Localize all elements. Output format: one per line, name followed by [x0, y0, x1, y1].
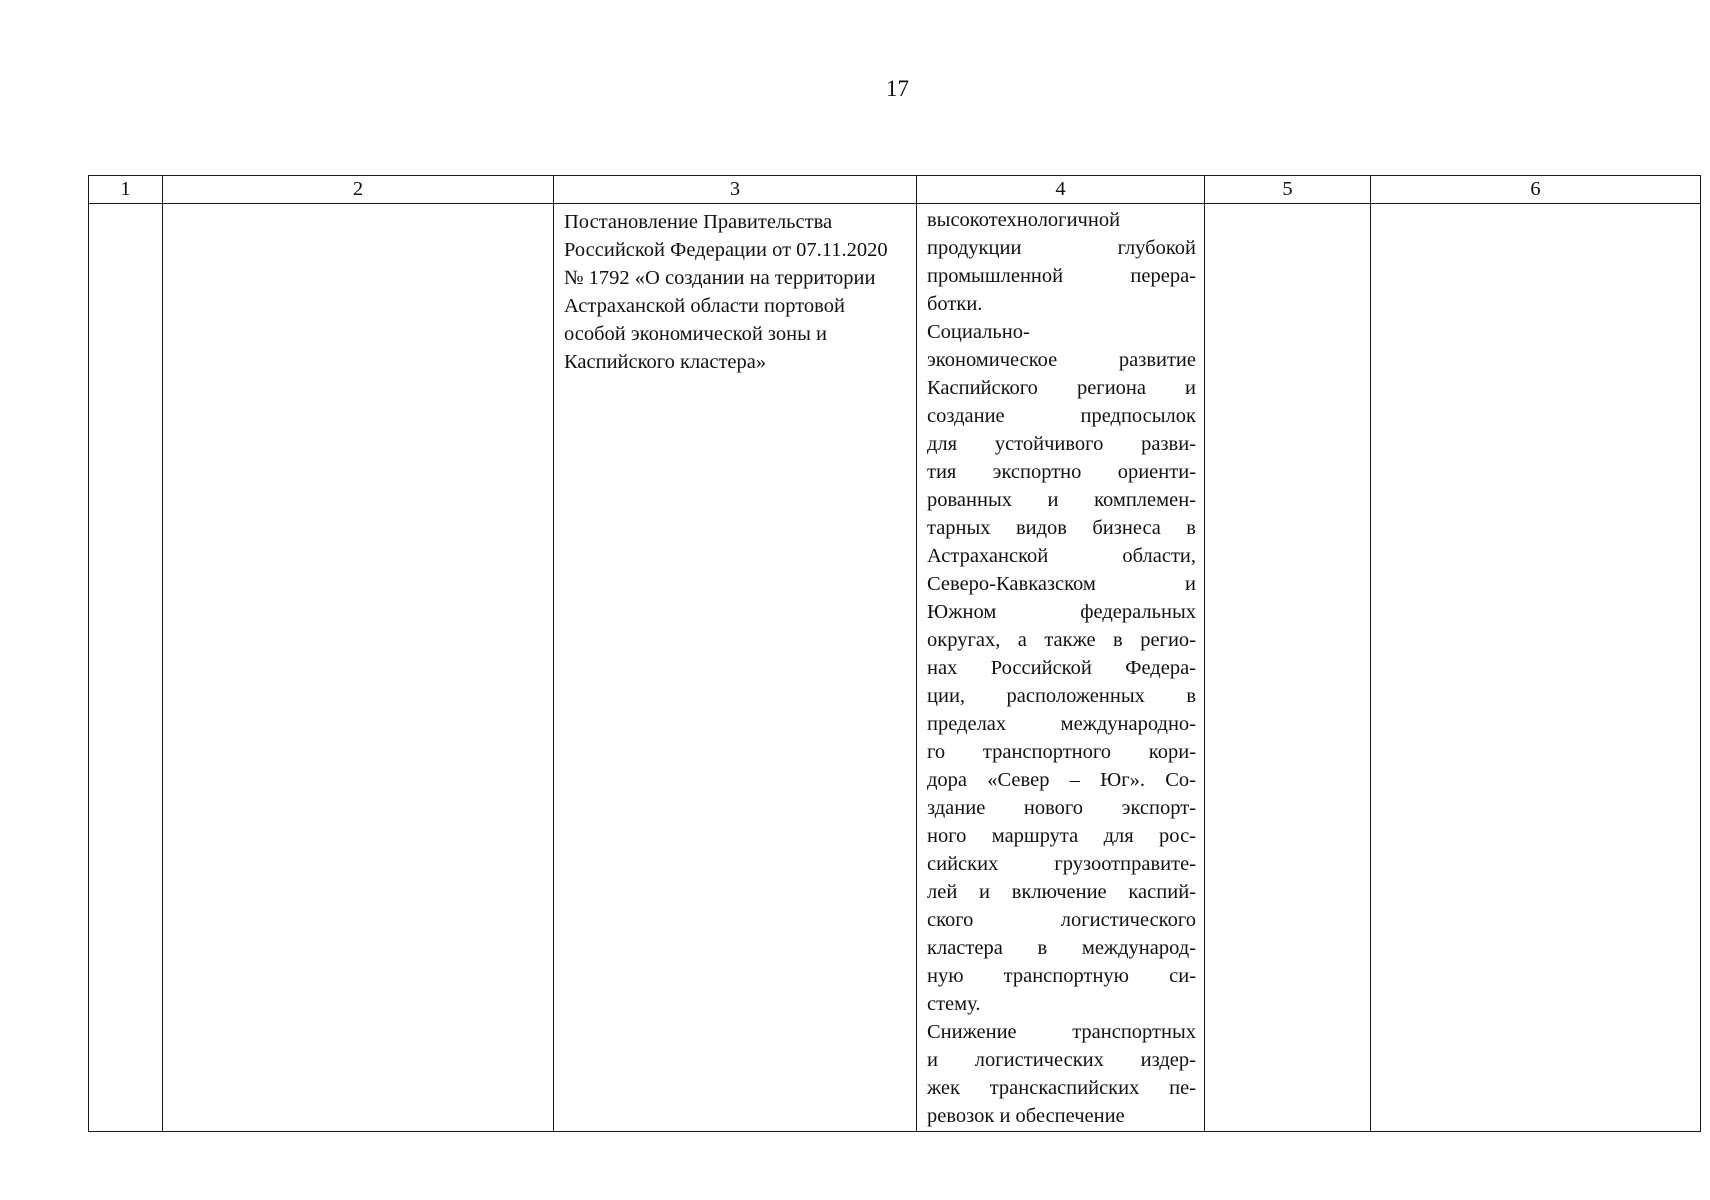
goals-line: и логистических издер- — [927, 1049, 1196, 1071]
table-header-row — [89, 176, 1701, 204]
goals-line: создание предпосылок — [927, 405, 1196, 427]
goals-line: экономическое развитие — [927, 349, 1196, 371]
goals-line: лей и включение каспий- — [927, 881, 1196, 903]
column-header-4: 4 — [917, 176, 1205, 204]
column-header-6: 6 — [1371, 176, 1701, 204]
cell-col6 — [1371, 204, 1701, 1132]
goals-line: дора «Север – Юг». Со- — [927, 769, 1196, 791]
table-row — [89, 204, 1701, 1132]
goals-line: тарных видов бизнеса в — [927, 517, 1196, 539]
cell-col5 — [1205, 204, 1371, 1132]
column-header-3: 3 — [554, 176, 917, 204]
goals-line: ции, расположенных в — [927, 685, 1196, 707]
regulation-reference: Постановление Правительства Российской Федерации от 07.11.2020 № 1792 «О создании на территории Астраханской области портовой особой экономической зоны и Каспийского кластера» — [564, 211, 888, 373]
goals-line: здание нового экспорт- — [927, 797, 1196, 819]
goals-line: рованных и комплемен- — [927, 489, 1196, 511]
goals-line: жек транскаспийских пе- — [927, 1077, 1196, 1099]
goals-line: Южном федеральных — [927, 601, 1196, 623]
cell-col2 — [163, 204, 554, 1132]
goals-line: Астраханской области, — [927, 545, 1196, 567]
cell-col1 — [89, 204, 163, 1132]
goals-line: кластера в международ- — [927, 937, 1196, 959]
column-header-2: 2 — [163, 176, 554, 204]
cell-col3 — [554, 204, 917, 1132]
goals-line: высокотехнологичной — [927, 209, 1121, 231]
goals-line: сийских грузоотправите- — [927, 853, 1196, 875]
goals-line: ботки. — [927, 293, 983, 315]
goals-line: Социально- — [927, 321, 1030, 343]
goals-line: нах Российской Федера- — [927, 657, 1196, 679]
page-number: 17 — [886, 76, 909, 101]
goals-line: стему. — [927, 993, 981, 1015]
goals-line: го транспортного кори- — [927, 741, 1196, 763]
goals-description — [917, 204, 1204, 1130]
document-table — [88, 175, 1701, 1132]
goals-line: ную транспортную си- — [927, 965, 1196, 987]
cell-col4 — [917, 204, 1205, 1132]
goals-line: ного маршрута для рос- — [927, 825, 1196, 847]
column-header-1: 1 — [89, 176, 163, 204]
goals-line: ревозок и обеспечение — [927, 1105, 1125, 1127]
goals-line: тия экспортно ориенти- — [927, 461, 1196, 483]
goals-line: округах, а также в регио- — [927, 629, 1196, 651]
goals-line: ского логистического — [927, 909, 1196, 931]
goals-line: продукции глубокой — [927, 237, 1196, 259]
goals-line: Северо-Кавказском и — [927, 573, 1196, 595]
goals-line: пределах международно- — [927, 713, 1196, 735]
goals-line: Каспийского региона и — [927, 377, 1196, 399]
goals-line: Снижение транспортных — [927, 1021, 1196, 1043]
column-header-5: 5 — [1205, 176, 1371, 204]
goals-line: промышленной перера- — [927, 265, 1196, 287]
goals-line: для устойчивого разви- — [927, 433, 1196, 455]
